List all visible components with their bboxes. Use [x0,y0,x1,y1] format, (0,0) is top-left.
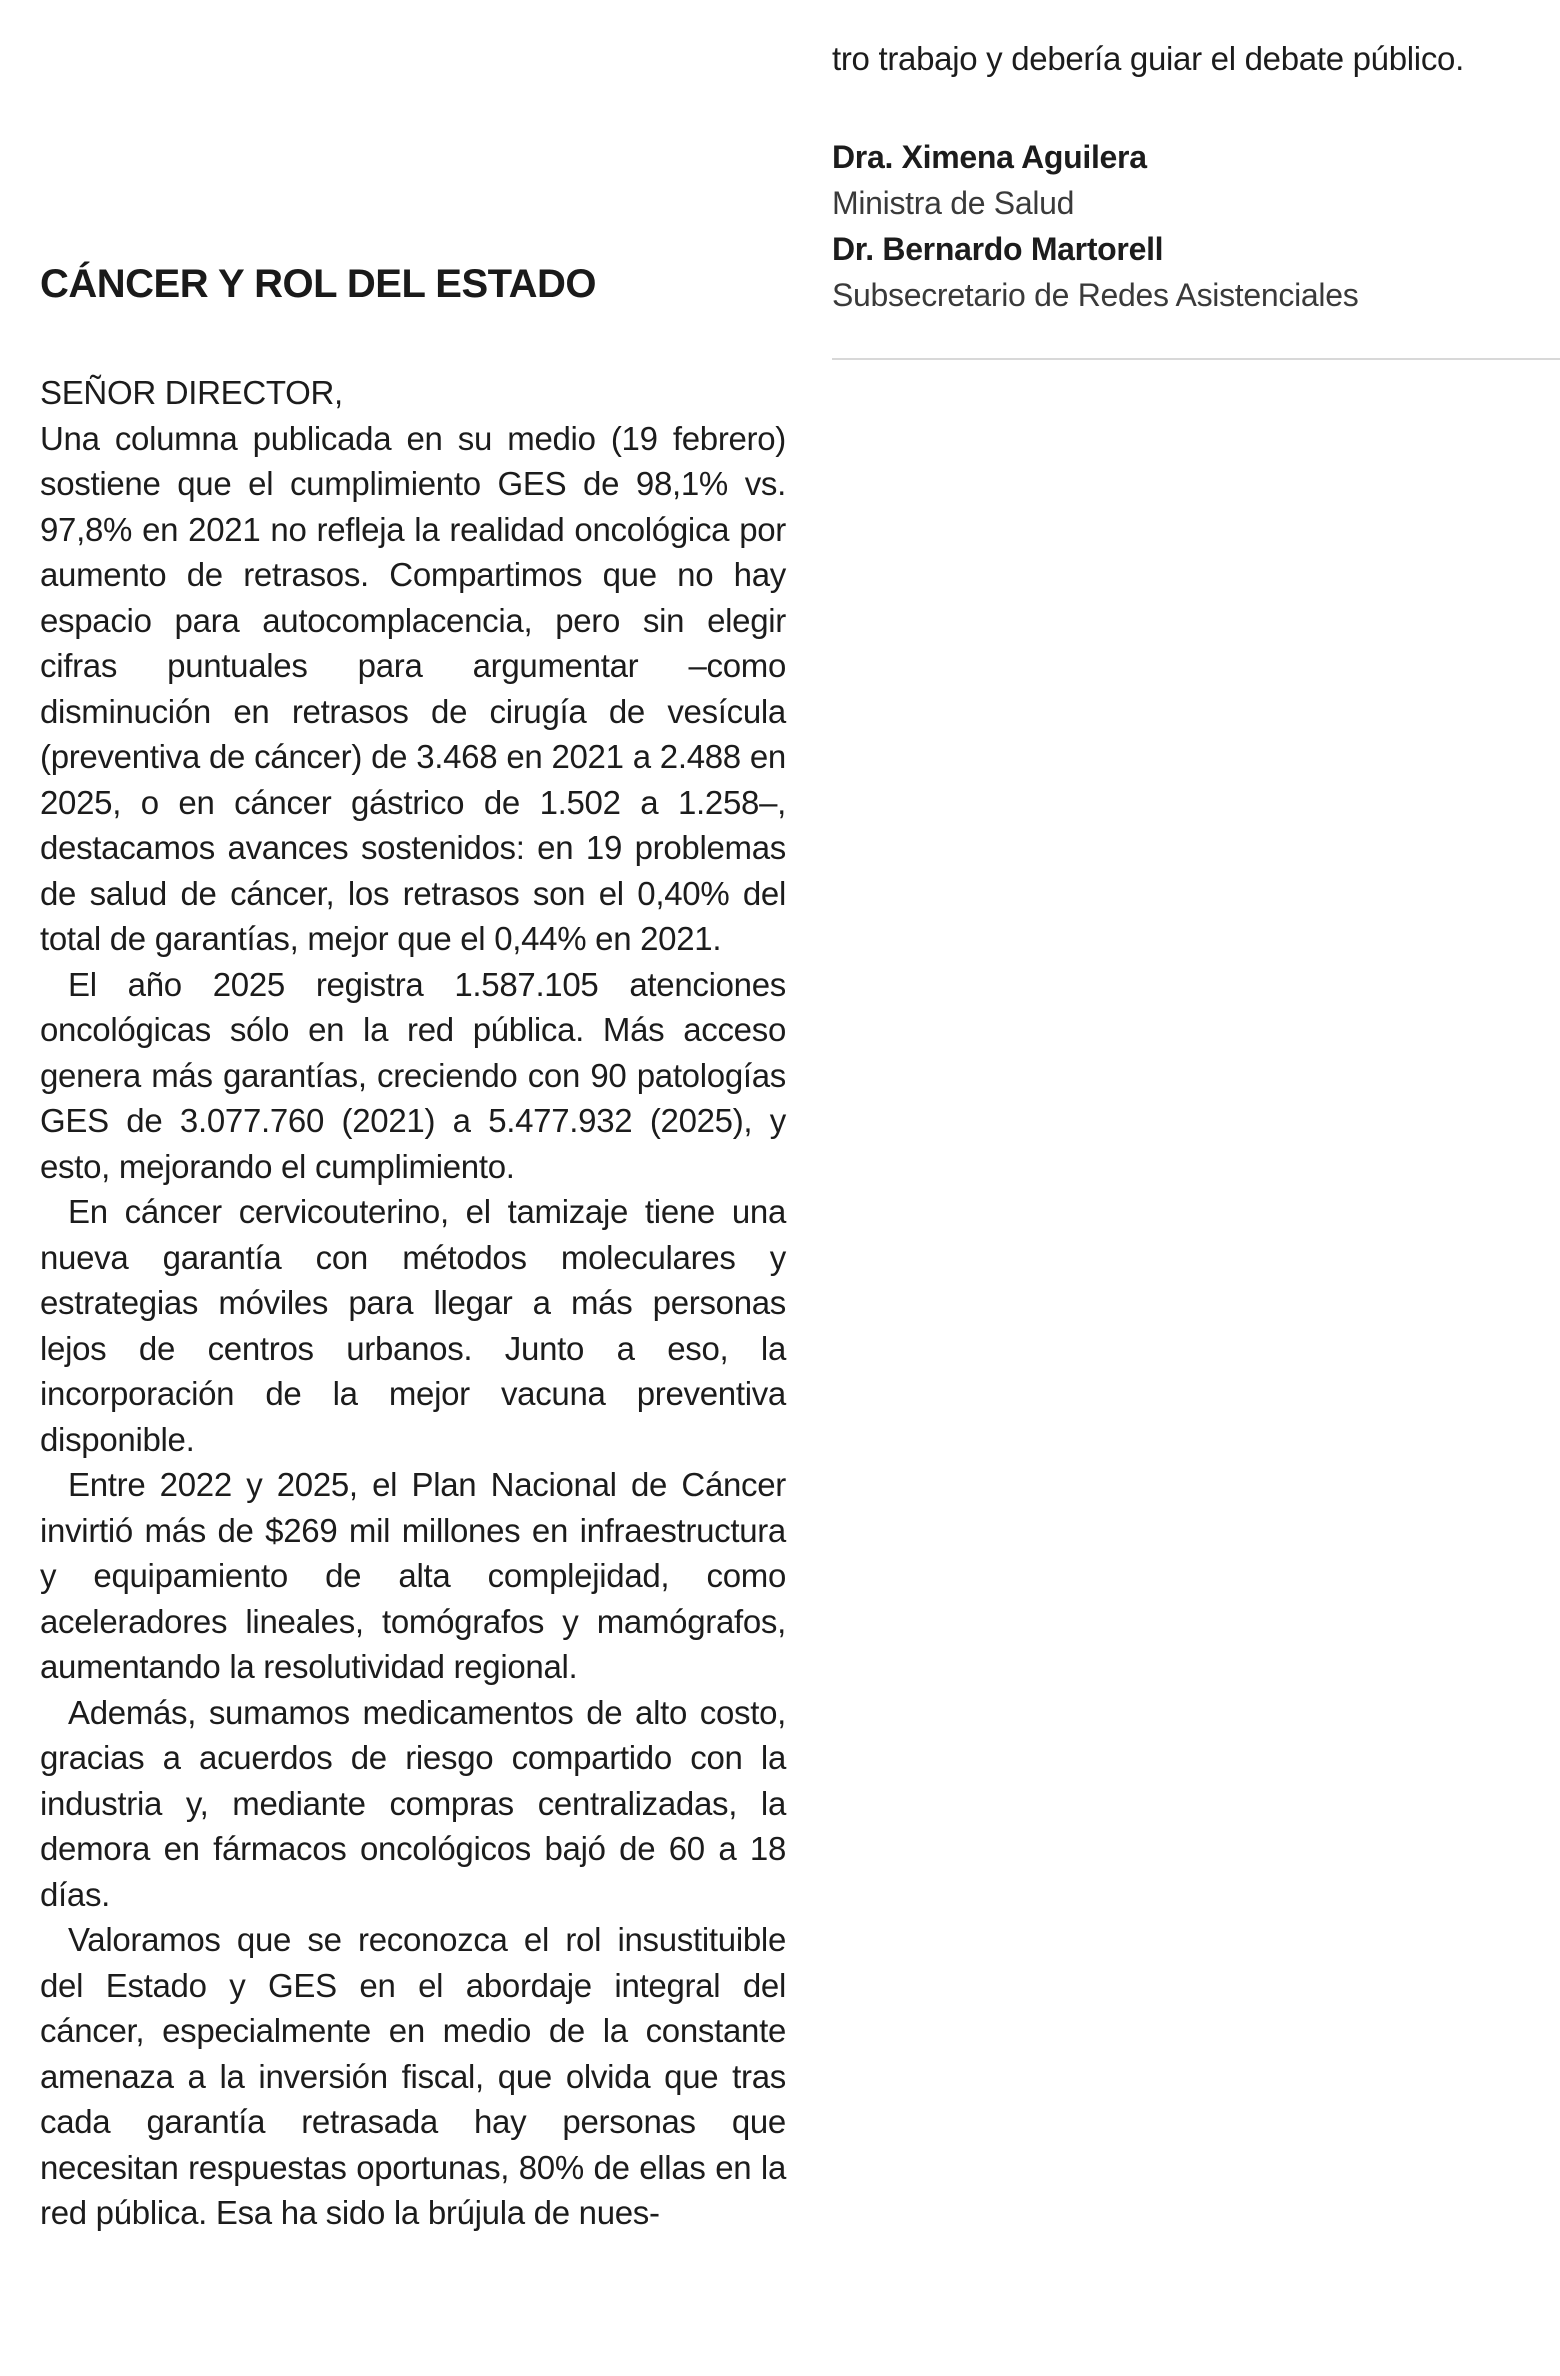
letter-paragraph: Además, sumamos medicamentos de alto costo, gracias a acuerdos de riesgo compartido con la industria y, mediante compras centralizadas, la demora en fármacos oncológicos bajó de 60 a 18 días. [40,1693,786,1913]
letter-salutation: SEÑOR DIRECTOR, [40,374,343,411]
signatory-role: Subsecretario de Redes Asistenciales [832,277,1359,313]
right-column [832,36,1560,82]
letter-paragraph: El año 2025 registra 1.587.105 atenciones oncológicas sólo en la red pública. Más acceso genera más garantías, creciendo con 90 patologías GES de 3.077.760 (2021) a 5.477.932 (2025), y esto, mejorando el cumplimiento. [40,965,786,1185]
column-divider [832,358,1560,360]
letter-paragraph: Entre 2022 y 2025, el Plan Nacional de Cáncer invirtió más de $269 mil millones en infraestructura y equipamiento de alta complejidad, como aceleradores lineales, tomógrafos y mamógrafos, aumentando la resolutividad regional. [40,1466,786,1685]
signatory-name: Dr. Bernardo Martorell [832,231,1164,267]
letter-paragraph: Valoramos que se reconozca el rol insustituible del Estado y GES en el abordaje integral del cáncer, especialmente en medio de la constante amenaza a la inversión fiscal, que olvida que tras cada garantía retrasada hay personas que necesitan respuestas oportunas, 80% de ellas en la red pública. Esa ha sido la brújula de nues- [40,1921,786,2231]
signatory-role: Ministra de Salud [832,185,1075,221]
letter-headline: CÁNCER Y ROL DEL ESTADO [40,262,596,306]
letter-body [40,370,786,2236]
letter-paragraph: En cáncer cervicouterino, el tamizaje tiene una nueva garantía con métodos moleculares y estrategias móviles para llegar a más personas lejos de centros urbanos. Junto a eso, la incorporación de la mejor vacuna preventiva disponible. [40,1193,786,1458]
letter-continuation: tro trabajo y debería guiar el debate público. [832,40,1464,77]
letter-paragraph: Una columna publicada en su medio (19 febrero) sostiene que el cumplimiento GES de 98,1% vs. 97,8% en 2021 no refleja la realidad oncológica por aumento de retrasos. Compartimos que no hay espacio para autocomplacencia, pero sin elegir cifras puntuales para argumentar –como disminución en retrasos de cirugía de vesícula (preventiva de cáncer) de 3.468 en 2021 a 2.488 en 2025, o en cáncer gástrico de 1.502 a 1.258–, destacamos avances sostenidos: en 19 problemas de salud de cáncer, los retrasos son el 0,40% del total de garantías, mejor que el 0,44% en 2021. [40,419,786,957]
signatory-name: Dra. Ximena Aguilera [832,139,1147,175]
signature-block [832,134,1560,318]
